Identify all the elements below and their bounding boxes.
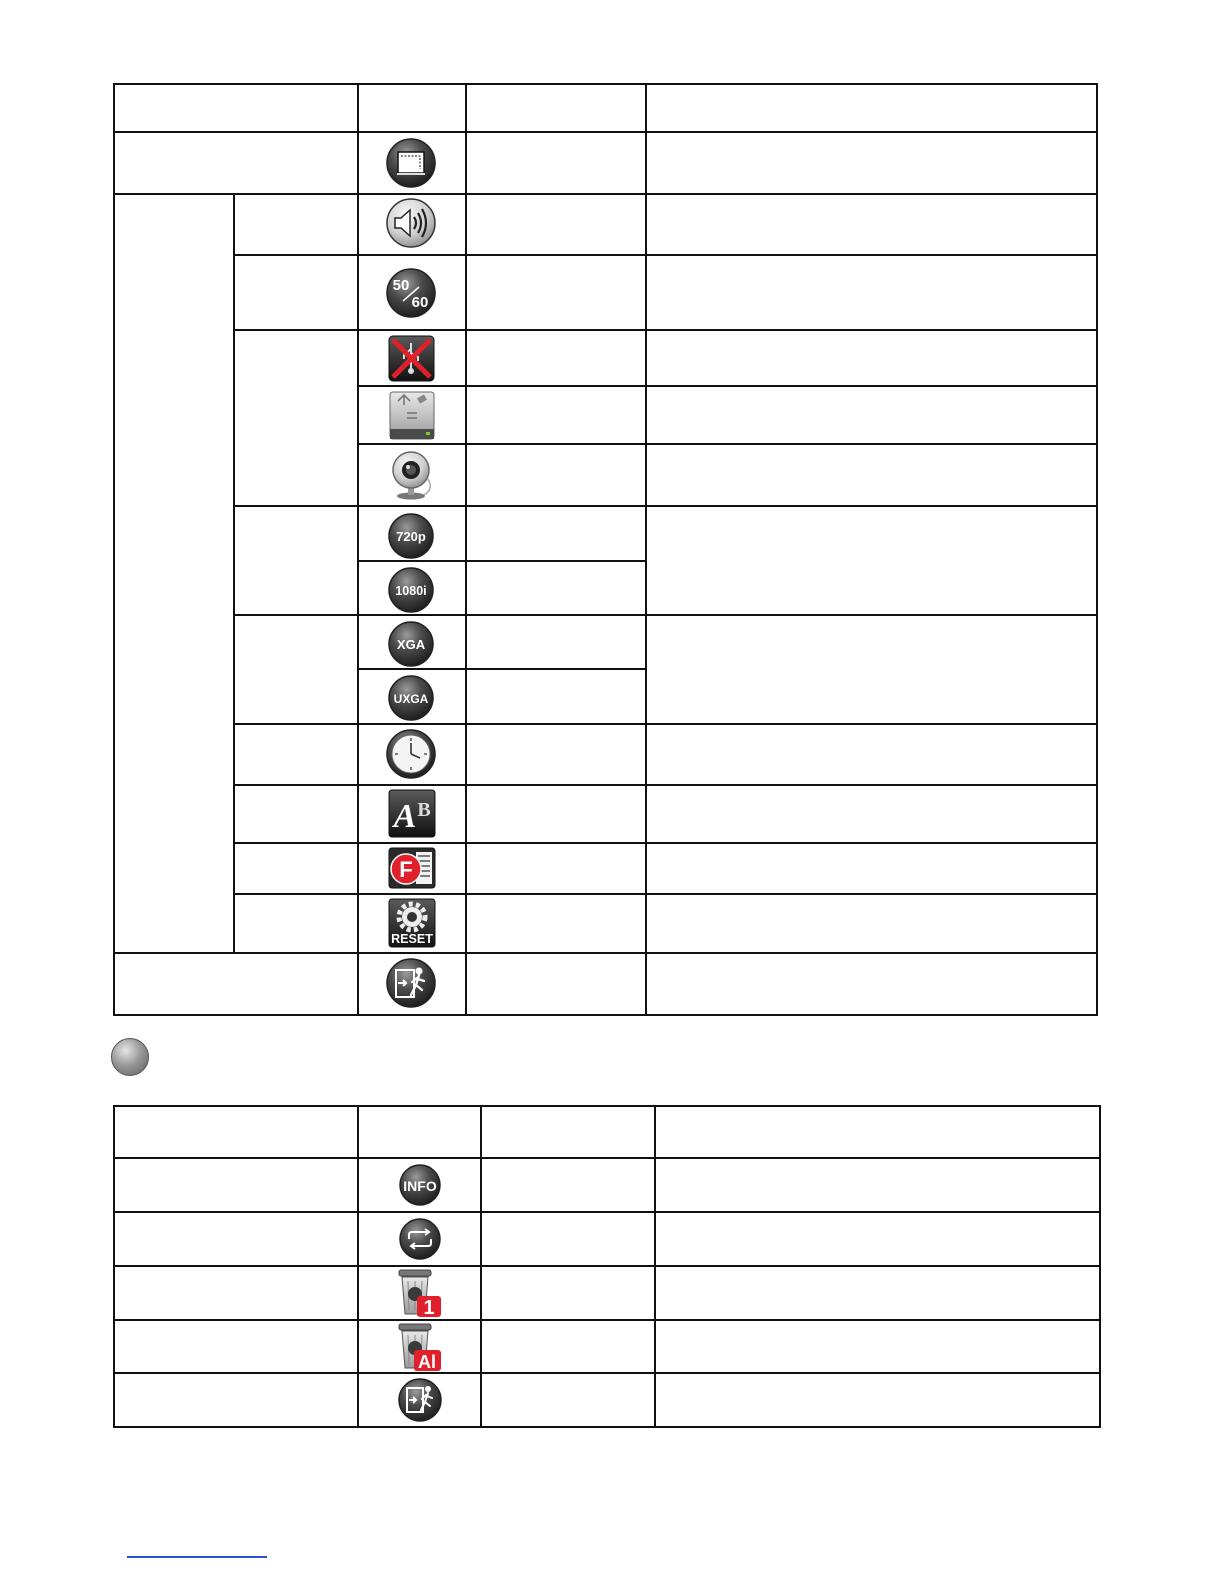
xga-text: XGA: [396, 637, 426, 652]
freq-top-text: 50: [392, 277, 410, 294]
table-rule: [113, 1105, 1101, 1107]
table-rule: [233, 723, 1098, 725]
repeat-icon: [398, 1217, 442, 1261]
delete-one-text: 1: [423, 1297, 435, 1318]
delete-all-text: Al: [418, 1352, 436, 1372]
info-text: INFO: [403, 1178, 437, 1194]
table-rule: [1096, 83, 1098, 1016]
table-rule: [113, 1265, 1101, 1267]
table-rule: [113, 1319, 1101, 1321]
table-rule: [233, 784, 1098, 786]
table-rule: [480, 1105, 482, 1428]
1080i-text: 1080i: [395, 584, 427, 598]
uxga-text: UXGA: [393, 692, 429, 706]
table-rule: [113, 83, 115, 1016]
language-text-b: B: [417, 799, 431, 821]
table-rule: [357, 83, 359, 1016]
720p-icon: [387, 512, 435, 560]
xga-icon: [387, 620, 435, 668]
table-rule: [358, 385, 1098, 387]
footer-link[interactable]: [127, 1556, 267, 1558]
table-rule: [654, 1105, 656, 1428]
table-rule: [1099, 1105, 1101, 1428]
table-rule: [233, 329, 1098, 331]
table-rule: [113, 1426, 1101, 1428]
freq-bottom-text: 60: [411, 294, 429, 311]
format-text: F: [399, 857, 413, 882]
table-rule: [113, 83, 1098, 85]
clock-icon: [385, 728, 437, 780]
mass-storage-icon: [388, 391, 436, 441]
menu-settings-table: [113, 83, 1098, 1016]
table-rule: [358, 668, 646, 670]
playback-menu-table: [113, 1105, 1101, 1428]
table-rule: [233, 842, 1098, 844]
table-rule: [233, 614, 1098, 616]
format-icon: [388, 847, 436, 889]
table-rule: [465, 83, 467, 1016]
table-rule: [113, 1211, 1101, 1213]
720p-text: 720p: [396, 529, 426, 544]
table-rule: [113, 1105, 115, 1428]
reset-text: RESET: [391, 932, 433, 946]
table-rule: [358, 560, 646, 562]
reset-icon: [388, 898, 436, 948]
table-rule: [645, 83, 647, 1016]
webcam-icon: [386, 449, 438, 501]
table-rule: [113, 1157, 1101, 1159]
table-rule: [113, 952, 1098, 954]
delete-all-icon: [397, 1322, 443, 1372]
info-icon: [398, 1163, 442, 1207]
section-bullet-icon: [111, 1038, 149, 1076]
table-rule: [358, 443, 1098, 445]
table-rule: [113, 131, 1098, 133]
language-icon: [388, 789, 436, 838]
table-rule: [113, 1372, 1101, 1374]
delete-one-icon: [397, 1268, 443, 1318]
frequency-50-60-icon: [385, 267, 437, 319]
table-rule: [113, 193, 1098, 195]
1080i-icon: [387, 566, 435, 614]
screen-icon: [385, 137, 437, 189]
table-rule: [113, 1014, 1098, 1016]
exit-icon: [385, 957, 437, 1009]
volume-icon: [385, 197, 437, 249]
table-rule: [233, 193, 235, 954]
usb-disabled-icon: [388, 335, 435, 382]
table-rule: [233, 893, 1098, 895]
table-rule: [233, 254, 1098, 256]
table-rule: [233, 505, 1098, 507]
exit-icon: [397, 1377, 443, 1423]
uxga-icon: [387, 674, 435, 722]
language-text-a: A: [393, 798, 417, 835]
table-rule: [357, 1105, 359, 1428]
